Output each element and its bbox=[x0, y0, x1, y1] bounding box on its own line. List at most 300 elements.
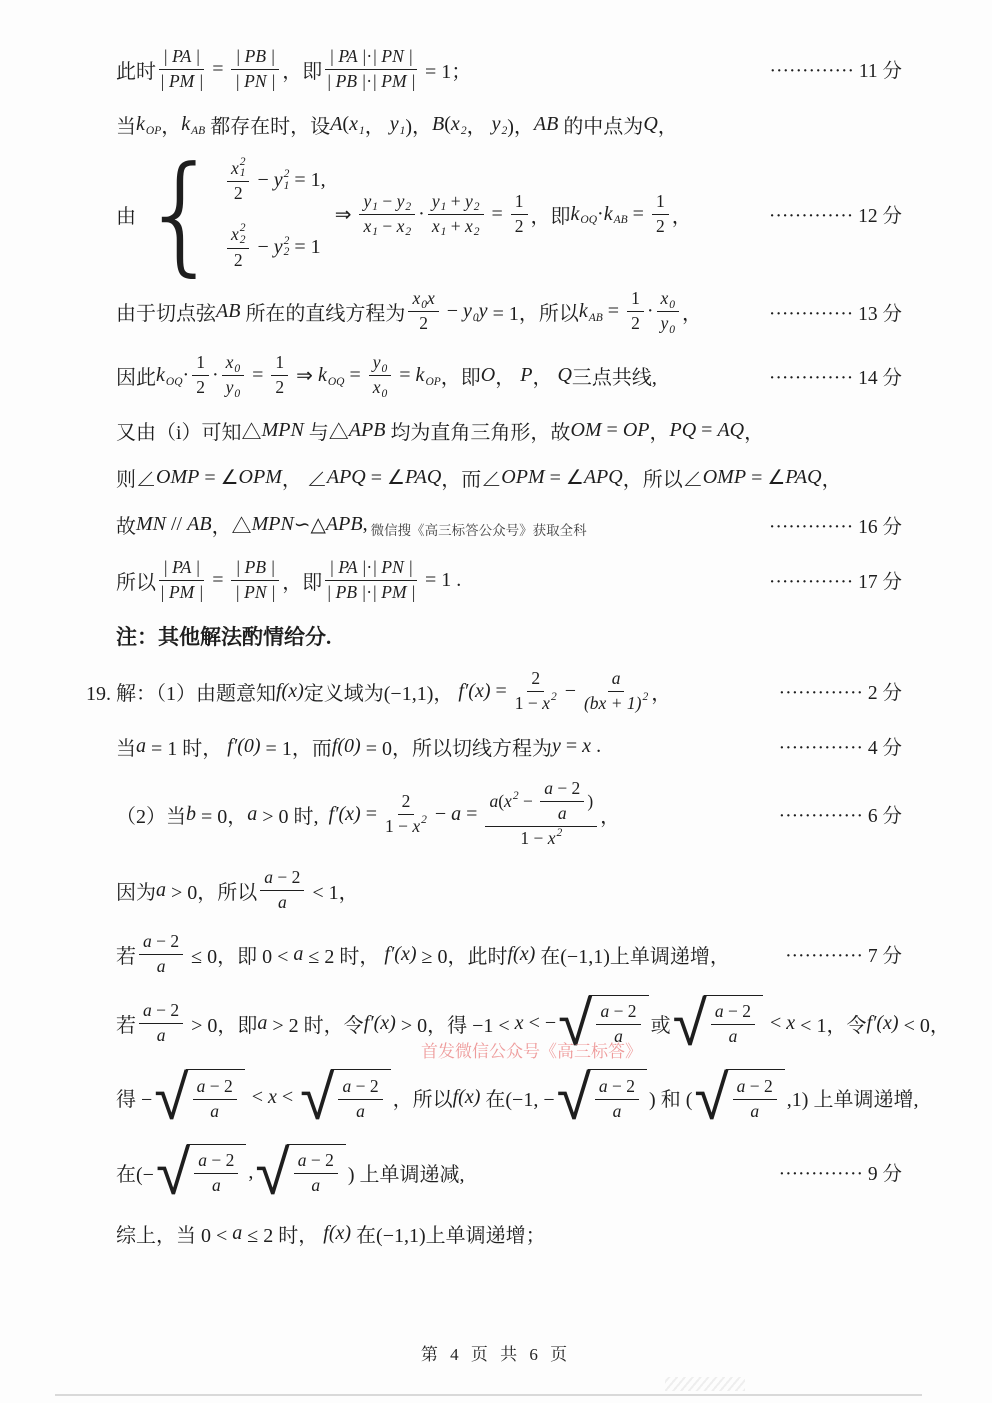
fraction bbox=[231, 557, 279, 604]
math-variable: APB bbox=[325, 513, 363, 536]
fraction-numerator bbox=[194, 1150, 238, 1174]
fraction bbox=[139, 1000, 183, 1047]
fraction-denominator bbox=[613, 1100, 622, 1123]
math-row bbox=[235, 46, 275, 68]
fraction bbox=[159, 557, 204, 604]
fraction-denominator bbox=[661, 312, 676, 335]
math-variable: f(x) bbox=[276, 679, 304, 702]
math-text: 都存在时，设 bbox=[205, 116, 331, 139]
scripted-variable bbox=[432, 216, 447, 238]
math-text: 又由（i）可知△ bbox=[116, 422, 262, 445]
math-text: · bbox=[646, 300, 654, 323]
fraction bbox=[596, 1001, 640, 1048]
script-base: k bbox=[415, 364, 425, 386]
math-text: > 0 时, bbox=[257, 805, 329, 828]
fraction-numerator bbox=[540, 778, 584, 802]
script-base: x bbox=[542, 692, 550, 713]
math-text: , bbox=[362, 513, 368, 536]
fraction-denominator bbox=[363, 215, 411, 238]
math-row bbox=[737, 1076, 773, 1098]
math-text: = 0， bbox=[196, 805, 248, 828]
line-content bbox=[116, 352, 657, 399]
line-content bbox=[116, 110, 678, 139]
subscript: 2 bbox=[405, 226, 412, 239]
math-text: = 0，所以切线方程为 bbox=[360, 737, 552, 760]
math-variable: | PM | bbox=[159, 70, 204, 91]
radical-sign-icon: √ bbox=[155, 1135, 191, 1209]
subscript: 1 bbox=[372, 201, 378, 214]
score-marker: ············· 9 分 bbox=[778, 1164, 902, 1186]
script-base: x bbox=[230, 157, 239, 178]
subscript: 2 bbox=[405, 201, 412, 214]
script-base: k bbox=[181, 113, 191, 136]
fraction bbox=[227, 223, 250, 271]
fraction-denominator bbox=[234, 182, 243, 205]
math-row bbox=[163, 557, 200, 579]
square-root bbox=[694, 1061, 784, 1134]
fraction-numerator bbox=[325, 557, 417, 581]
subscript: 0 bbox=[472, 311, 479, 324]
math-text: − 2 bbox=[552, 778, 581, 799]
math-variable: a bbox=[247, 802, 258, 825]
fraction bbox=[515, 668, 557, 715]
math-row bbox=[235, 557, 275, 579]
subscript: 2 bbox=[473, 226, 480, 239]
math-row bbox=[515, 191, 524, 213]
fraction bbox=[271, 352, 288, 399]
math-text: − 2 bbox=[151, 930, 180, 951]
math-variable: O bbox=[480, 364, 496, 386]
math-text: = 1，而 bbox=[260, 737, 332, 760]
fraction-denominator bbox=[160, 70, 204, 93]
math-text: − 2 bbox=[351, 1075, 379, 1096]
math-variable: f(x) bbox=[323, 1221, 352, 1244]
fraction bbox=[227, 157, 250, 205]
math-variable: | PM | bbox=[372, 581, 416, 602]
fraction bbox=[652, 191, 669, 238]
scripted-variable bbox=[226, 352, 241, 374]
fraction-numerator bbox=[733, 1076, 777, 1100]
scripted-variable bbox=[349, 113, 365, 136]
math-row bbox=[329, 46, 413, 68]
math-variable: f′(x) bbox=[363, 1011, 396, 1034]
scripted-variable bbox=[181, 113, 205, 136]
math-text: ， bbox=[532, 367, 558, 389]
fraction-denominator bbox=[515, 692, 557, 715]
fraction-numerator bbox=[511, 191, 528, 215]
math-row bbox=[143, 931, 179, 953]
math-variable: a bbox=[232, 1221, 243, 1244]
math-variable: MPN bbox=[251, 513, 294, 536]
fraction-denominator bbox=[373, 376, 388, 399]
square-root bbox=[558, 986, 648, 1060]
fraction bbox=[260, 867, 304, 914]
fraction-denominator bbox=[432, 215, 480, 238]
math-row bbox=[212, 1175, 221, 1197]
math-row bbox=[544, 778, 580, 800]
math-text: ，而∠ bbox=[441, 469, 502, 492]
subscript: 0 bbox=[669, 299, 676, 312]
math-row bbox=[224, 157, 326, 205]
line-content bbox=[116, 867, 359, 914]
note-other-methods bbox=[116, 621, 902, 651]
script-base: x bbox=[412, 288, 421, 309]
fraction-denominator bbox=[584, 692, 648, 715]
fraction-denominator bbox=[226, 376, 241, 399]
math-text: = bbox=[696, 419, 718, 442]
math-variable: OMP bbox=[156, 466, 200, 489]
scripted-variable bbox=[373, 377, 388, 399]
fraction-numerator bbox=[325, 46, 417, 70]
fraction-denominator bbox=[326, 581, 415, 604]
math-row bbox=[656, 216, 665, 238]
scripted-variable bbox=[604, 203, 628, 226]
fraction bbox=[584, 668, 648, 715]
line-content bbox=[116, 139, 692, 290]
math-row bbox=[363, 191, 411, 213]
math-text: = ∠ bbox=[544, 467, 584, 490]
increasing-intervals bbox=[116, 1061, 919, 1134]
math-row bbox=[298, 1150, 334, 1172]
script-base: x bbox=[660, 288, 669, 309]
math-text: = ∠ bbox=[746, 467, 786, 490]
step-12pts bbox=[116, 139, 902, 290]
subscript: AB bbox=[191, 124, 206, 137]
math-text: + bbox=[446, 190, 465, 211]
fraction-denominator bbox=[515, 215, 524, 238]
fraction-denominator bbox=[326, 70, 415, 93]
math-row bbox=[231, 223, 246, 246]
subscript: 1 bbox=[399, 124, 406, 137]
math-variable: a bbox=[293, 942, 304, 965]
math-text: − bbox=[518, 790, 538, 811]
radicand bbox=[187, 1144, 246, 1202]
math-variable: a bbox=[297, 1150, 307, 1171]
scripted-variable bbox=[416, 364, 441, 387]
superscript: 2 bbox=[421, 814, 427, 827]
math-row bbox=[116, 867, 359, 914]
math-text: ， bbox=[657, 116, 678, 139]
line-content bbox=[116, 557, 461, 604]
math-variable: a bbox=[544, 778, 553, 799]
math-variable: a bbox=[143, 930, 152, 951]
math-row bbox=[373, 352, 388, 374]
math-row bbox=[157, 1025, 166, 1047]
fraction-numerator bbox=[260, 867, 304, 891]
math-variable: a bbox=[342, 1075, 352, 1096]
math-text: ， bbox=[821, 469, 842, 492]
math-row bbox=[234, 250, 243, 272]
math-row bbox=[584, 693, 648, 715]
math-variable: a bbox=[356, 1100, 365, 1121]
scripted-variable bbox=[542, 693, 557, 715]
math-variable: a bbox=[598, 1075, 608, 1096]
subscript: 2 bbox=[473, 201, 480, 214]
score-marker: ············· 11 分 bbox=[769, 61, 902, 83]
math-text: 2 bbox=[233, 183, 243, 204]
math-text: 与△ bbox=[303, 422, 349, 445]
math-row bbox=[116, 463, 842, 492]
line-content bbox=[116, 1061, 919, 1134]
math-variable: a bbox=[277, 891, 287, 912]
fraction-denominator bbox=[356, 1100, 365, 1123]
math-text: · bbox=[366, 46, 373, 66]
scripted-variable bbox=[397, 216, 412, 238]
superscript: 2 bbox=[512, 789, 519, 802]
line-content bbox=[116, 931, 730, 978]
math-row bbox=[190, 1076, 240, 1123]
math-text: ， bbox=[600, 805, 621, 828]
scripted-variable bbox=[571, 203, 598, 226]
script-base: k bbox=[603, 202, 613, 225]
math-row bbox=[432, 191, 480, 213]
math-row bbox=[210, 1101, 219, 1123]
math-text: − bbox=[252, 235, 274, 258]
math-row bbox=[116, 139, 692, 290]
math-row bbox=[116, 1219, 546, 1248]
math-text: < 0， bbox=[898, 1014, 950, 1037]
math-text: 所在的直线方程为 bbox=[240, 303, 406, 326]
fraction-numerator bbox=[369, 352, 392, 376]
math-text: ,1) 上单调递增, bbox=[786, 1089, 919, 1112]
fraction bbox=[192, 352, 209, 399]
math-text: = bbox=[344, 364, 366, 386]
math-text: = 1 . bbox=[419, 568, 462, 591]
math-row bbox=[198, 1150, 234, 1172]
fraction bbox=[428, 191, 484, 238]
math-text: ， bbox=[682, 303, 703, 326]
math-text: − bbox=[441, 300, 464, 323]
equation-system: { x 2 1 2 − y 2 1 = 1, x 2 2 2 − y 2 2 = 1 bbox=[140, 139, 326, 290]
math-row bbox=[160, 582, 204, 604]
math-text: ，所以∠ bbox=[622, 469, 703, 492]
square-root bbox=[300, 1061, 390, 1134]
math-text: 在(−1, − bbox=[480, 1089, 555, 1112]
math-row bbox=[116, 110, 678, 139]
fraction-denominator bbox=[558, 802, 567, 825]
math-row bbox=[342, 1076, 378, 1098]
math-variable: f′(0) bbox=[227, 734, 261, 757]
math-text: ( bbox=[498, 790, 505, 811]
subscript: AB bbox=[613, 214, 628, 227]
script-base: x bbox=[363, 215, 372, 236]
math-text: − bbox=[377, 215, 397, 236]
math-row bbox=[432, 216, 480, 238]
fraction-denominator bbox=[160, 581, 204, 604]
case-a-gt-2 bbox=[116, 986, 950, 1061]
line-content bbox=[86, 668, 671, 715]
math-text: ，即 bbox=[440, 367, 481, 389]
fraction bbox=[369, 352, 392, 399]
scripted-variable bbox=[156, 364, 183, 387]
math-row bbox=[708, 1001, 758, 1048]
fraction bbox=[338, 1076, 382, 1123]
math-row bbox=[531, 668, 540, 690]
math-variable: f′(x) bbox=[328, 802, 361, 825]
math-text: ， bbox=[744, 422, 765, 445]
math-text: < 1， bbox=[307, 881, 359, 904]
math-text: = bbox=[247, 364, 269, 386]
red-watermark: 首发微信公众号《高三标答》 bbox=[421, 1042, 642, 1061]
gray-watermark: 微信搜《高三标答公众号》获取全科 bbox=[370, 523, 587, 539]
math-text: 1 − bbox=[520, 828, 548, 849]
fraction bbox=[595, 1076, 639, 1123]
math-row bbox=[234, 183, 243, 205]
math-text: ， bbox=[649, 422, 670, 445]
math-text: ，所以 bbox=[392, 1089, 453, 1112]
fraction-numerator bbox=[192, 352, 209, 376]
math-text: 或 bbox=[650, 1014, 671, 1037]
math-variable: a bbox=[264, 867, 274, 887]
math-text: − bbox=[252, 169, 274, 192]
math-row bbox=[278, 892, 287, 914]
page-footer: 第 4 页 共 6 页 bbox=[420, 1345, 572, 1364]
math-row bbox=[191, 1150, 241, 1197]
script-base: k bbox=[156, 364, 165, 386]
fraction-numerator bbox=[657, 288, 680, 312]
math-row bbox=[613, 1101, 622, 1123]
math-variable: Q bbox=[643, 113, 658, 136]
math-variable: AB bbox=[533, 113, 559, 136]
math-row bbox=[275, 377, 284, 399]
fraction bbox=[711, 1001, 755, 1048]
math-row bbox=[515, 216, 524, 238]
math-text: )， bbox=[507, 116, 534, 139]
math-variable: a bbox=[136, 734, 146, 757]
math-variable: f(x) bbox=[452, 1086, 481, 1109]
math-variable: a bbox=[750, 1100, 760, 1121]
math-text: 故 bbox=[116, 516, 136, 539]
script-base: k bbox=[578, 300, 588, 323]
fraction-numerator bbox=[398, 791, 415, 815]
q19-step-2pts bbox=[86, 668, 902, 715]
math-text: = ∠ bbox=[199, 467, 239, 490]
fraction-denominator bbox=[278, 891, 287, 914]
math-row bbox=[163, 46, 200, 68]
scripted-variable bbox=[661, 288, 676, 310]
math-row bbox=[231, 157, 246, 180]
math-text: 当 bbox=[116, 737, 136, 760]
math-row bbox=[329, 557, 413, 579]
math-variable: a bbox=[156, 955, 166, 976]
math-variable: OM bbox=[570, 419, 602, 442]
scripted-variable bbox=[363, 216, 378, 238]
math-text: 由于切点弦 bbox=[116, 303, 216, 326]
math-row bbox=[612, 668, 621, 690]
math-text: 1 bbox=[275, 352, 285, 373]
fraction-denominator bbox=[729, 1025, 738, 1048]
math-variable: x bbox=[514, 1011, 524, 1034]
math-text: = 1 时， bbox=[146, 737, 228, 760]
fraction-denominator bbox=[614, 1025, 623, 1048]
score-marker: ············· 17 分 bbox=[768, 572, 902, 594]
math-variable: a bbox=[257, 1011, 268, 1034]
scripted-variable bbox=[465, 216, 480, 238]
scripted-variable bbox=[548, 828, 563, 850]
math-variable: b bbox=[186, 802, 196, 825]
radical-sign-icon: √ bbox=[255, 1135, 290, 1209]
subscript: 0 bbox=[669, 324, 676, 336]
math-row bbox=[558, 803, 567, 825]
fraction bbox=[139, 931, 183, 978]
fraction-denominator bbox=[157, 1024, 166, 1047]
scripted-variable bbox=[226, 377, 241, 399]
math-variable: OPM bbox=[501, 466, 545, 489]
fraction-numerator bbox=[627, 288, 644, 312]
math-variable: AB bbox=[216, 300, 241, 323]
subscript: 1 bbox=[239, 167, 246, 180]
math-row bbox=[356, 1101, 365, 1123]
scripted-variable bbox=[318, 364, 345, 387]
math-variable: AB bbox=[187, 513, 212, 536]
scripted-variable bbox=[504, 791, 519, 813]
math-text: = bbox=[360, 802, 382, 825]
math-text: ≤ 2 时， bbox=[242, 1224, 324, 1247]
scripted-variable bbox=[579, 300, 603, 323]
scripted-variable bbox=[463, 300, 479, 323]
math-text: 则∠ bbox=[116, 469, 156, 492]
math-text: 2 bbox=[631, 313, 640, 334]
math-variable: MN bbox=[136, 513, 166, 536]
math-row bbox=[291, 1150, 341, 1197]
fraction-numerator bbox=[595, 1076, 639, 1100]
subscript: 1 bbox=[440, 226, 447, 239]
fraction-denominator bbox=[419, 312, 428, 335]
script-base: y bbox=[225, 377, 234, 397]
fraction bbox=[193, 1076, 237, 1123]
step-14pts bbox=[116, 352, 902, 399]
script-base: k bbox=[570, 202, 580, 225]
math-row bbox=[730, 1076, 780, 1123]
math-text: ， bbox=[364, 116, 390, 139]
fraction-numerator bbox=[359, 191, 415, 215]
scripted-variable bbox=[136, 113, 161, 136]
script-base: y bbox=[389, 113, 399, 136]
math-row bbox=[196, 377, 205, 399]
math-variable: f′(x) bbox=[384, 942, 417, 965]
math-row bbox=[160, 71, 204, 93]
math-variable: a bbox=[736, 1075, 746, 1096]
math-text: · bbox=[597, 202, 604, 225]
math-text: 1 bbox=[196, 352, 205, 373]
math-text: − bbox=[377, 190, 397, 211]
math-variable: x bbox=[268, 1086, 277, 1109]
score-marker: ············· 2 分 bbox=[778, 683, 902, 704]
radical-sign-icon: √ bbox=[672, 986, 707, 1060]
fraction-numerator bbox=[231, 557, 279, 581]
math-variable: APQ bbox=[583, 466, 623, 489]
fraction-numerator bbox=[428, 191, 484, 215]
math-text: > 0，得 −1 < bbox=[395, 1014, 515, 1037]
math-text: = bbox=[461, 802, 483, 825]
math-row bbox=[326, 582, 415, 604]
math-variable: a bbox=[612, 1100, 622, 1121]
subscript: 1 bbox=[358, 124, 365, 137]
fraction bbox=[733, 1076, 777, 1123]
math-variable: | PN | bbox=[234, 70, 276, 91]
math-text: ， bbox=[671, 205, 692, 228]
math-variable: | PM | bbox=[372, 70, 416, 91]
superscript: 2 bbox=[283, 234, 290, 247]
math-text: 定义域为(−1,1)， bbox=[303, 682, 459, 705]
math-text: 综上，当 0 < bbox=[116, 1224, 233, 1247]
math-text: ， bbox=[651, 682, 672, 705]
math-row bbox=[412, 288, 434, 310]
subscript: OP bbox=[425, 375, 441, 388]
script-base: x bbox=[230, 223, 239, 244]
scripted-variable bbox=[465, 191, 480, 213]
math-variable: a bbox=[156, 878, 166, 901]
